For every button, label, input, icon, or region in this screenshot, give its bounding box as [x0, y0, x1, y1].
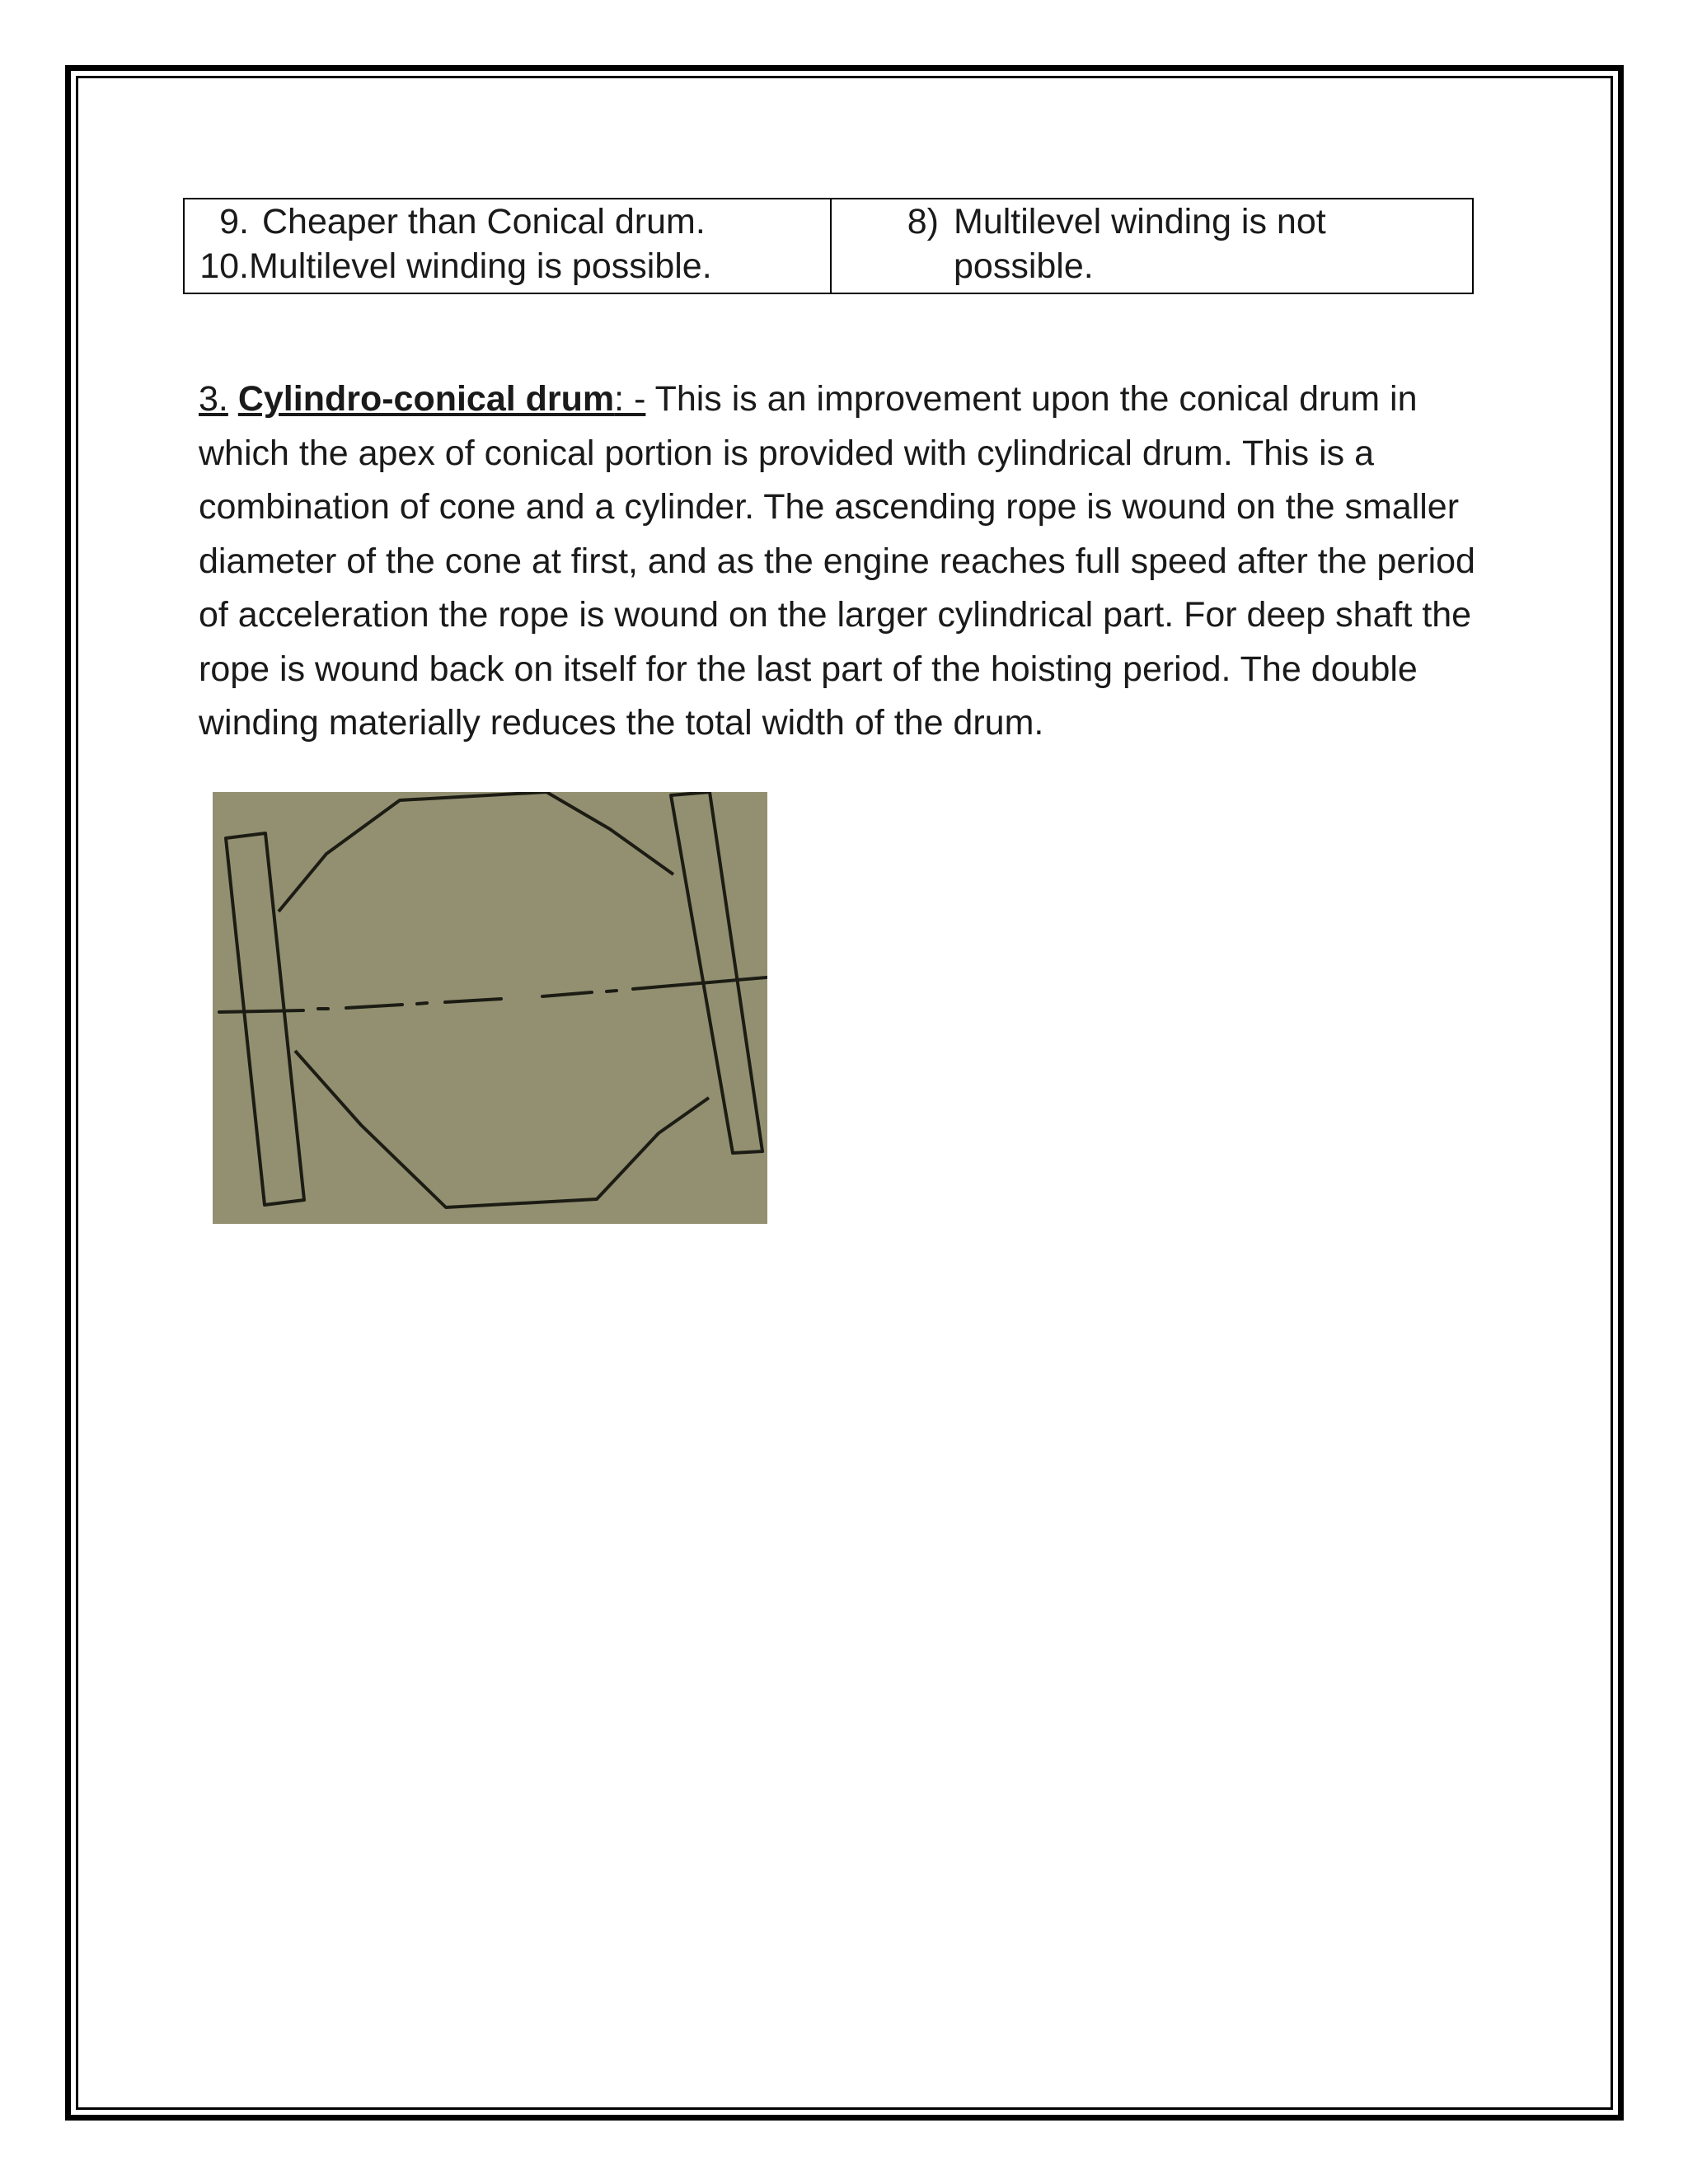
- table-cell-left: [184, 199, 831, 293]
- paragraph-text: This is an improvement upon the conical drum in: [654, 379, 1418, 419]
- section-separator: : -: [614, 379, 646, 419]
- section-title: Cylindro-conical drum: [237, 379, 615, 419]
- paragraph-line: [199, 373, 1509, 427]
- section-number: 3.: [199, 379, 228, 419]
- list-item-number: 9.: [219, 202, 249, 241]
- cylindro-conical-drum-figure: [213, 792, 767, 1224]
- section-cylindro-conical-drum: [199, 373, 1509, 751]
- list-item: [185, 244, 830, 288]
- paragraph-line: winding materially reduces the total width of the drum.: [199, 703, 1044, 743]
- list-item: [185, 199, 830, 244]
- list-item-text: possible.: [954, 246, 1094, 286]
- list-item-number: 10.: [199, 246, 249, 286]
- list-item-text: Multilevel winding is possible.: [249, 246, 712, 286]
- paragraph-line: diameter of the cone at first, and as the engine reaches full speed after the period: [199, 541, 1475, 581]
- paragraph-line: rope is wound back on itself for the last part of the hoisting period. The double: [199, 649, 1418, 689]
- list-item-continuation: [832, 244, 1472, 288]
- paragraph-line: combination of cone and a cylinder. The ascending rope is wound on the smaller: [199, 487, 1460, 527]
- list-item-text: Cheaper than Conical drum.: [262, 202, 706, 241]
- list-item-text: Multilevel winding is not: [954, 202, 1326, 241]
- paragraph-line: which the apex of conical portion is provided with cylindrical drum. This is a: [199, 433, 1375, 473]
- list-item-number: 8): [907, 202, 939, 241]
- table-row: [184, 199, 1473, 293]
- list-item: [832, 199, 1472, 244]
- paragraph-line: of acceleration the rope is wound on the larger cylindrical part. For deep shaft the: [199, 595, 1472, 635]
- comparison-table: [183, 198, 1474, 294]
- table-cell-right: [831, 199, 1473, 293]
